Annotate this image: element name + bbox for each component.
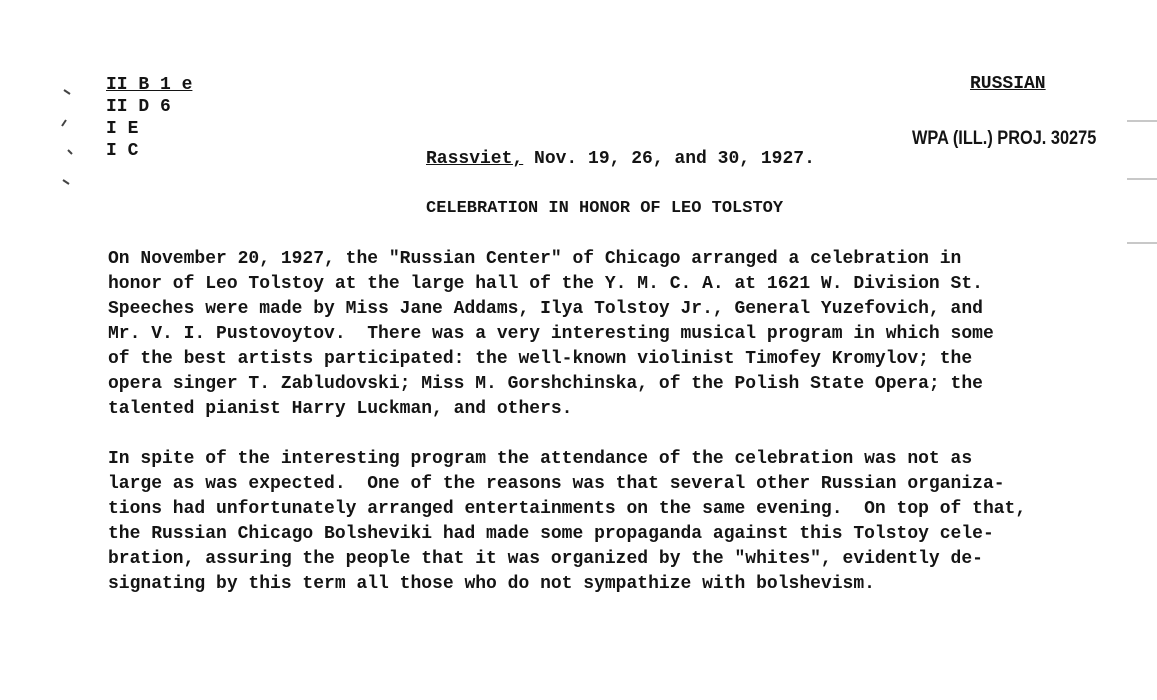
text-line: talented pianist Harry Luckman, and others.: [108, 399, 573, 419]
margin-marks: [60, 80, 90, 240]
language-label: RUSSIAN: [970, 74, 1046, 94]
text-line: the Russian Chicago Bolsheviki had made some propaganda against this Tolstoy cele-: [108, 524, 994, 544]
code-line: I E: [106, 119, 139, 139]
margin-mark-right: [1127, 242, 1157, 244]
text-line: tions had unfortunately arranged entertainments on the same evening. On top of that,: [108, 499, 1027, 519]
text-line: In spite of the interesting program the attendance of the celebration was not as: [108, 449, 973, 469]
paragraph-2: [108, 447, 1138, 597]
classification-codes: [106, 74, 192, 162]
code-line: I C: [106, 141, 139, 161]
source-citation: [426, 149, 815, 169]
paragraph-1: [108, 247, 1138, 422]
text-line: bration, assuring the people that it was organized by the "whites", evidently de-: [108, 549, 983, 569]
text-line: large as was expected. One of the reasons was that several other Russian organiza-: [108, 474, 1005, 494]
document-title: CELEBRATION IN HONOR OF LEO TOLSTOY: [426, 199, 784, 218]
margin-mark-right: [1127, 120, 1157, 122]
text-line: On November 20, 1927, the "Russian Center" of Chicago arranged a celebration in: [108, 249, 962, 269]
text-line: Mr. V. I. Pustovoytov. There was a very interesting musical program in which some: [108, 324, 994, 344]
text-line: opera singer T. Zabludovski; Miss M. Gorshchinska, of the Polish State Opera; the: [108, 374, 983, 394]
text-line: honor of Leo Tolstoy at the large hall of the Y. M. C. A. at 1621 W. Division St.: [108, 274, 983, 294]
project-stamp: WPA (ILL.) PROJ. 30275: [912, 128, 1097, 149]
publication-dates: Nov. 19, 26, and 30, 1927.: [523, 149, 815, 169]
code-line: II B 1 e: [106, 75, 193, 95]
text-line: signating by this term all those who do not sympathize with bolshevism.: [108, 574, 875, 594]
publication-name: Rassviet,: [426, 149, 524, 169]
margin-mark-right: [1127, 178, 1157, 180]
text-line: Speeches were made by Miss Jane Addams, Ilya Tolstoy Jr., General Yuzefovich, and: [108, 299, 983, 319]
text-line: of the best artists participated: the well-known violinist Timofey Kromylov; the: [108, 349, 973, 369]
code-line: II D 6: [106, 97, 171, 117]
